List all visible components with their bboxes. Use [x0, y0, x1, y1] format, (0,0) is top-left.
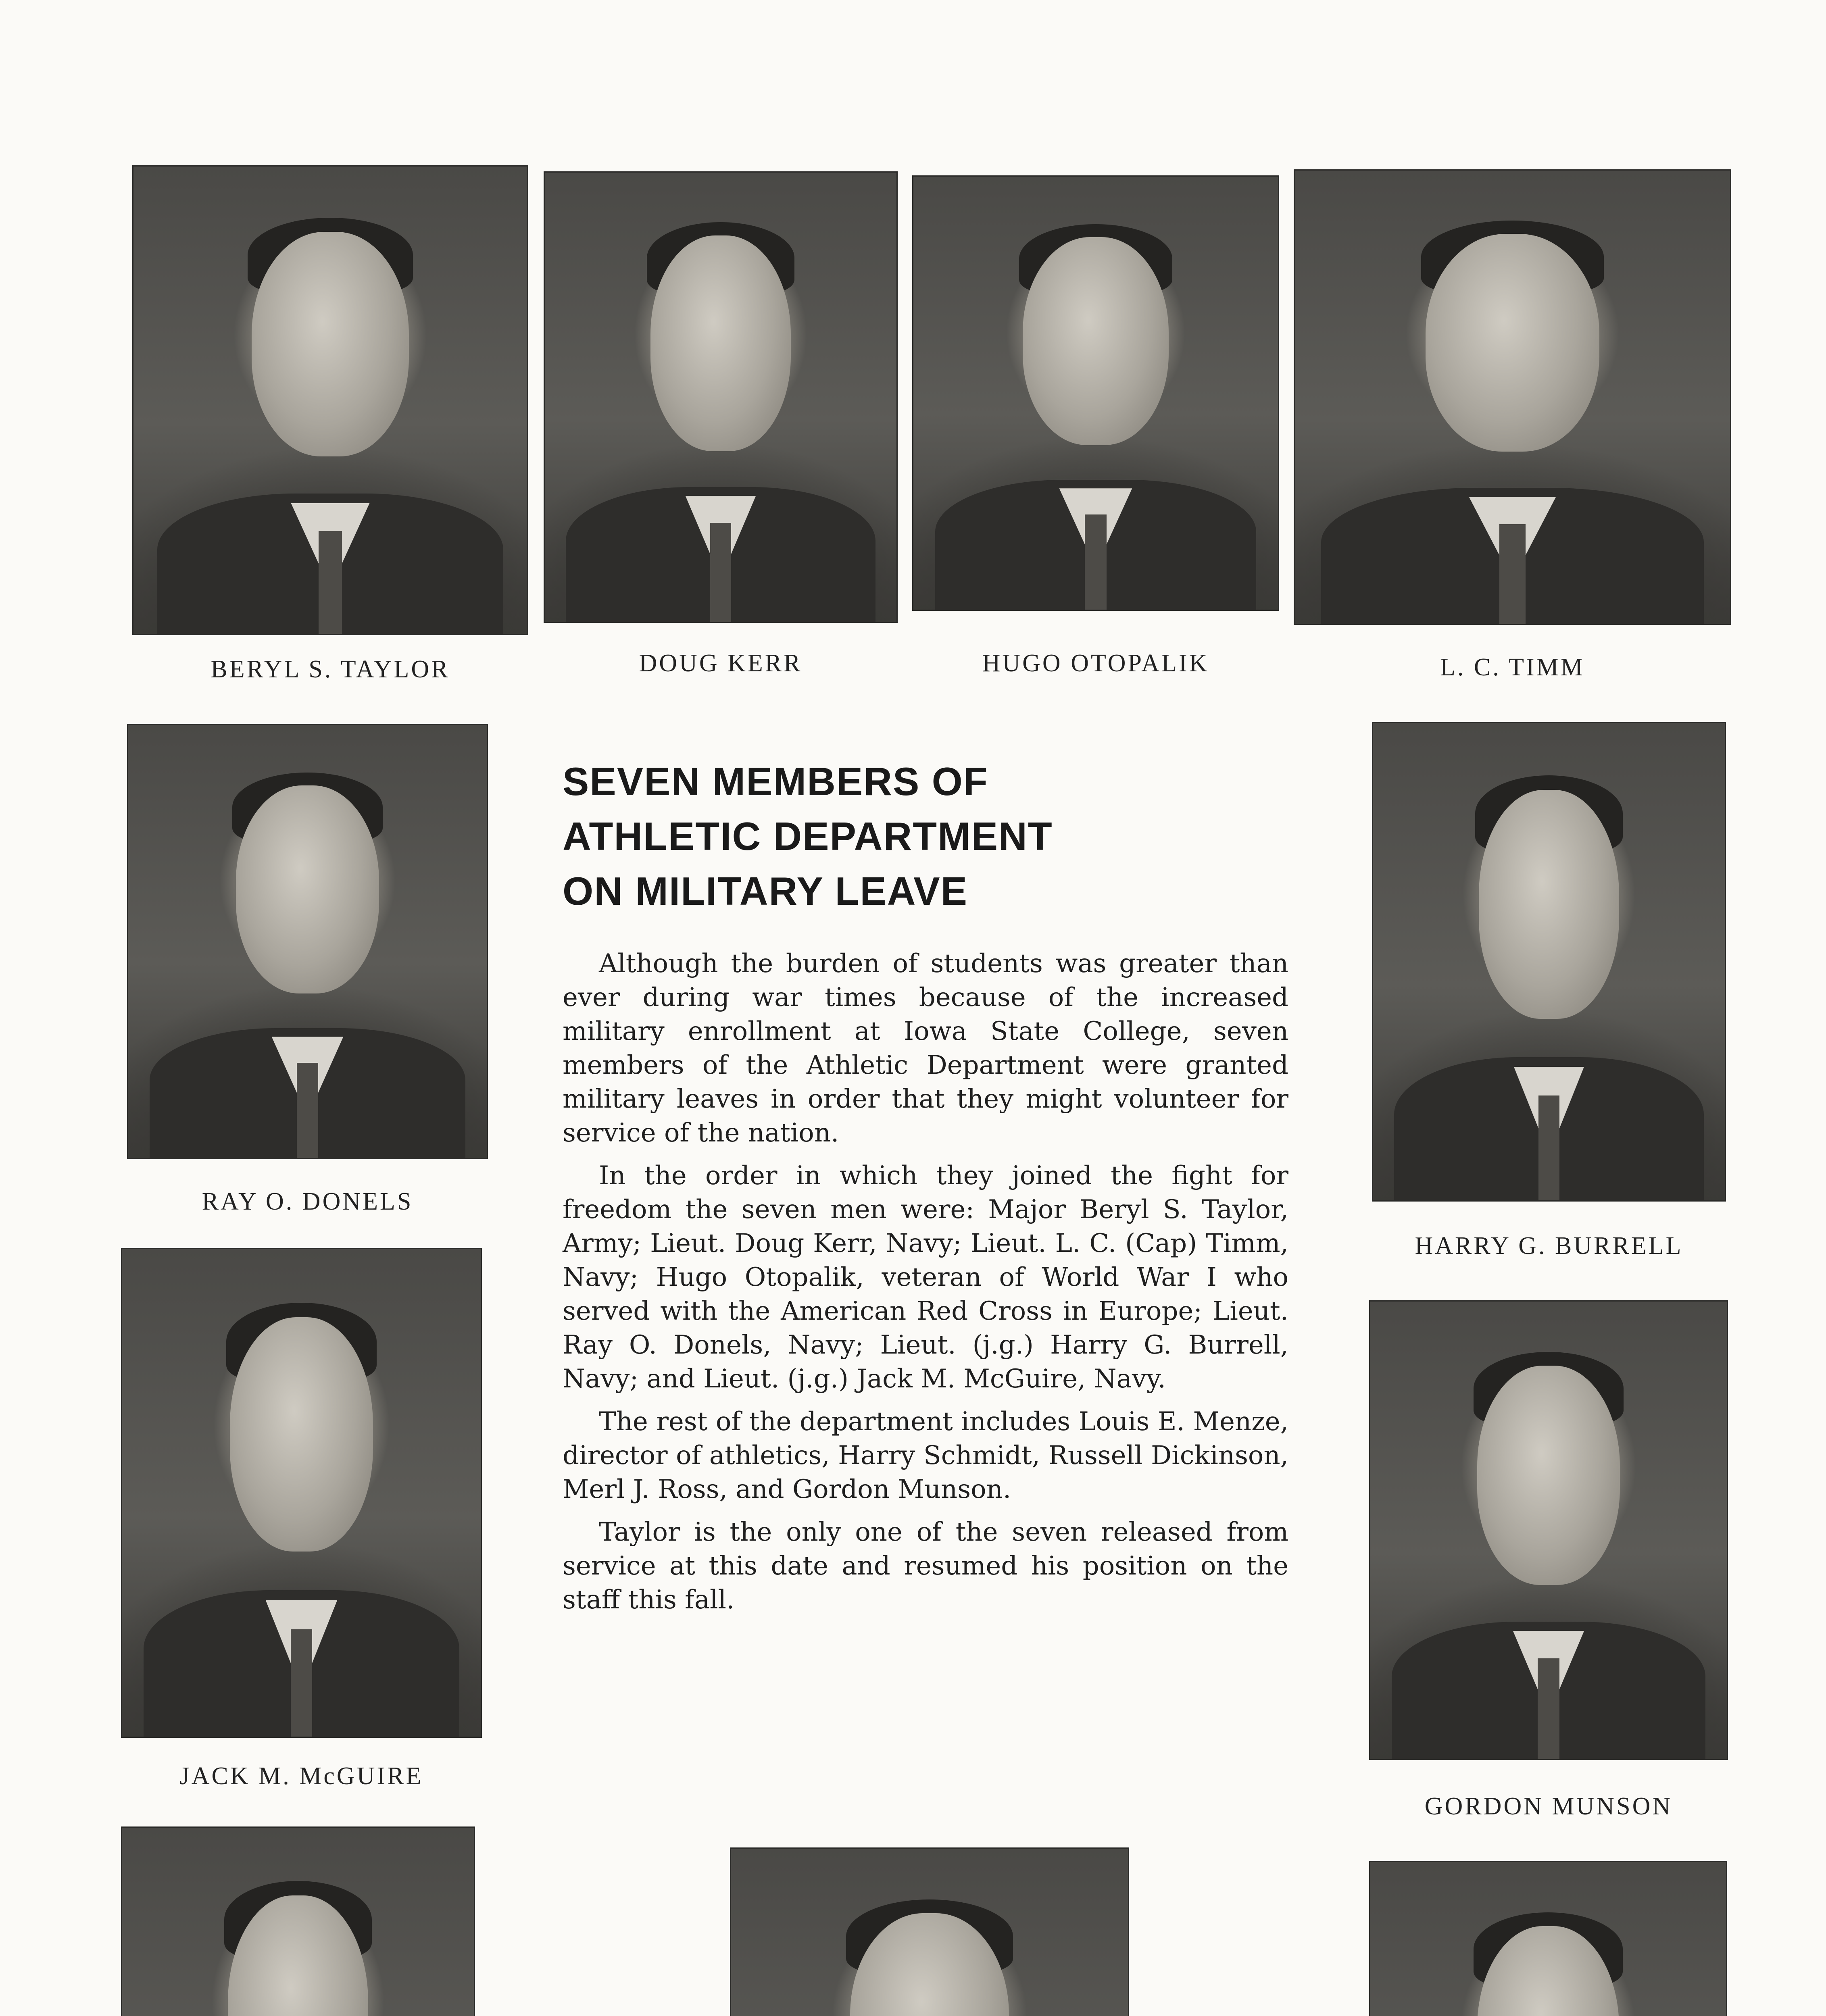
- portrait-merl-j-ross: [1369, 1861, 1727, 2016]
- portrait-harry-schmidt: [730, 1847, 1129, 2016]
- portrait-russell-dickinson: [121, 1826, 475, 2016]
- article-headline: [563, 754, 1167, 918]
- portrait-jack-m-mcguire: [121, 1248, 482, 1738]
- caption-beryl-s-taylor: BERYL S. TAYLOR: [211, 656, 450, 683]
- portrait-doug-kerr: [544, 171, 898, 623]
- article-paragraph: Taylor is the only one of the seven released from service at this date and resumed his position on the staff this fall.: [563, 1517, 1288, 1615]
- caption-hugo-otopalik: HUGO OTOPALIK: [982, 650, 1209, 677]
- article-body: [563, 947, 1288, 1626]
- caption-doug-kerr: DOUG KERR: [639, 650, 803, 677]
- caption-ray-o-donels: RAY O. DONELS: [202, 1188, 413, 1215]
- headline-line-1: SEVEN MEMBERS OF: [563, 759, 988, 804]
- article-paragraph: The rest of the department includes Louis E. Menze, director of athletics, Harry Schmidt, Russell Dickinson, Merl J. Ross, and Gordon Munson.: [563, 1407, 1288, 1504]
- portrait-l-c-timm: [1294, 169, 1731, 625]
- caption-jack-m-mcguire: JACK M. McGUIRE: [179, 1762, 423, 1790]
- article-paragraph: In the order in which they joined the fight for freedom the seven men were: Major Beryl S. Taylor, Army; Lieut. Doug Kerr, Navy; Lieut. L. C. (Cap) Timm, Navy; Hugo Otopalik, veteran of World War I who served with the American Red Cross in Europe; Lieut. Ray O. Donels, Navy; Lieut. (j.g.) Harry G. Burrell, Navy; and Lieut. (j.g.) Jack M. McGuire, Navy.: [563, 1161, 1288, 1394]
- portrait-ray-o-donels: [127, 724, 488, 1159]
- portrait-hugo-otopalik: [912, 175, 1279, 611]
- portrait-beryl-s-taylor: [132, 165, 528, 635]
- headline-line-3: ON MILITARY LEAVE: [563, 869, 968, 913]
- article-paragraph: Although the burden of students was greater than ever during war times because of the increased military enrollment at Iowa State College, seven members of the Athletic Department were granted military leaves in order that they might volunteer for service of the nation.: [563, 949, 1288, 1148]
- caption-harry-g-burrell: HARRY G. BURRELL: [1415, 1232, 1683, 1260]
- caption-l-c-timm: L. C. TIMM: [1440, 654, 1585, 681]
- headline-line-2: ATHLETIC DEPARTMENT: [563, 814, 1053, 858]
- portrait-harry-g-burrell: [1372, 722, 1726, 1202]
- portrait-gordon-munson: [1369, 1300, 1728, 1760]
- caption-gordon-munson: GORDON MUNSON: [1424, 1793, 1673, 1820]
